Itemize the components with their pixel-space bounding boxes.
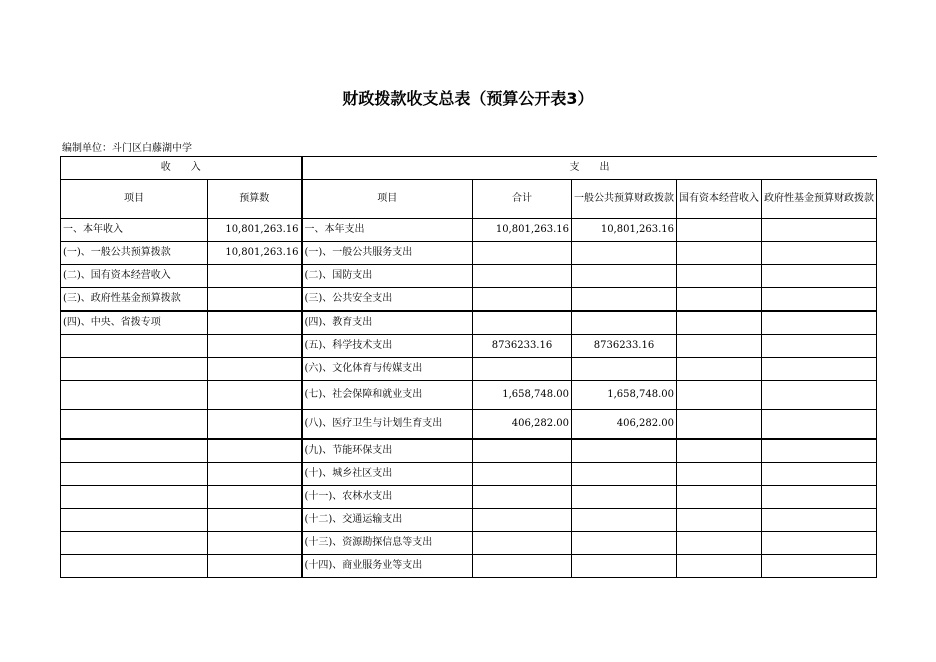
income-budget-cell bbox=[208, 358, 302, 381]
fiscal-budget-table bbox=[60, 156, 877, 578]
expense-general-cell bbox=[572, 265, 677, 288]
income-budget-cell bbox=[208, 532, 302, 555]
table-row bbox=[61, 439, 877, 463]
expense-item-cell: (八)、医疗卫生与计划生育支出 bbox=[302, 410, 473, 440]
income-item-header: 项目 bbox=[61, 180, 208, 219]
income-item-cell: (三)、政府性基金预算拨款 bbox=[61, 288, 208, 312]
expense-gov-fund-cell bbox=[762, 242, 877, 265]
expense-gov-fund-cell bbox=[762, 311, 877, 335]
expense-gov-fund-cell bbox=[762, 555, 877, 578]
income-budget-cell bbox=[208, 439, 302, 463]
expense-gov-fund-cell bbox=[762, 219, 877, 242]
expense-total-cell bbox=[473, 509, 572, 532]
income-item-cell bbox=[61, 486, 208, 509]
table-row bbox=[61, 555, 877, 578]
expense-state-capital-cell bbox=[677, 265, 762, 288]
column-header-row bbox=[61, 180, 877, 219]
expense-gov-fund-cell bbox=[762, 358, 877, 381]
expense-total-cell bbox=[473, 439, 572, 463]
report-title: 财政拨款收支总表（预算公开表3） bbox=[342, 89, 594, 108]
expense-gov-fund-cell bbox=[762, 410, 877, 440]
income-budget-header: 预算数 bbox=[208, 180, 302, 219]
expense-item-cell: (十)、城乡社区支出 bbox=[302, 463, 473, 486]
expense-total-cell bbox=[473, 358, 572, 381]
expense-state-capital-cell bbox=[677, 219, 762, 242]
table-row bbox=[61, 288, 877, 312]
expense-total-cell: 8736233.16 bbox=[473, 335, 572, 358]
expense-general-cell: 1,658,748.00 bbox=[572, 381, 677, 410]
expense-gov-fund-header: 政府性基金预算财政拨款 bbox=[762, 180, 877, 219]
income-budget-cell bbox=[208, 410, 302, 440]
expense-item-cell: (六)、文化体育与传媒支出 bbox=[302, 358, 473, 381]
income-item-cell bbox=[61, 381, 208, 410]
expense-total-header: 合计 bbox=[473, 180, 572, 219]
expense-item-cell: 一、本年支出 bbox=[302, 219, 473, 242]
expense-state-capital-cell bbox=[677, 532, 762, 555]
expense-gov-fund-cell bbox=[762, 288, 877, 312]
expense-item-header: 项目 bbox=[302, 180, 473, 219]
expense-gov-fund-cell bbox=[762, 265, 877, 288]
table-row bbox=[61, 381, 877, 410]
income-budget-cell bbox=[208, 288, 302, 312]
expense-state-capital-cell bbox=[677, 311, 762, 335]
expense-state-capital-cell bbox=[677, 335, 762, 358]
income-item-cell: (四)、中央、省拨专项 bbox=[61, 311, 208, 335]
income-item-cell bbox=[61, 532, 208, 555]
expense-gov-fund-cell bbox=[762, 381, 877, 410]
expense-general-cell bbox=[572, 486, 677, 509]
expense-total-cell: 10,801,263.16 bbox=[473, 219, 572, 242]
income-item-cell bbox=[61, 463, 208, 486]
expense-total-cell bbox=[473, 288, 572, 312]
table-row bbox=[61, 311, 877, 335]
expense-general-header: 一般公共预算财政拨款 bbox=[572, 180, 677, 219]
expense-band-header: 支 出 bbox=[302, 157, 877, 180]
expense-state-capital-cell bbox=[677, 486, 762, 509]
expense-gov-fund-cell bbox=[762, 463, 877, 486]
expense-total-cell bbox=[473, 555, 572, 578]
expense-item-cell: (三)、公共安全支出 bbox=[302, 288, 473, 312]
expense-item-cell: (十二)、交通运输支出 bbox=[302, 509, 473, 532]
expense-item-cell: (二)、国防支出 bbox=[302, 265, 473, 288]
income-budget-cell bbox=[208, 463, 302, 486]
compiling-unit-label: 编制单位：斗门区白藤湖中学 bbox=[62, 143, 192, 154]
expense-state-capital-cell bbox=[677, 410, 762, 440]
table-row bbox=[61, 463, 877, 486]
table-row bbox=[61, 509, 877, 532]
income-budget-cell bbox=[208, 265, 302, 288]
table-row bbox=[61, 242, 877, 265]
expense-state-capital-cell bbox=[677, 463, 762, 486]
expense-total-cell bbox=[473, 486, 572, 509]
expense-general-cell: 406,282.00 bbox=[572, 410, 677, 440]
expense-total-cell bbox=[473, 242, 572, 265]
income-item-cell: (二)、国有资本经营收入 bbox=[61, 265, 208, 288]
expense-general-cell bbox=[572, 311, 677, 335]
table-row bbox=[61, 532, 877, 555]
table-row bbox=[61, 410, 877, 440]
expense-gov-fund-cell bbox=[762, 439, 877, 463]
table-row bbox=[61, 219, 877, 242]
income-item-cell: (一)、一般公共预算拨款 bbox=[61, 242, 208, 265]
income-budget-cell bbox=[208, 381, 302, 410]
expense-state-capital-cell bbox=[677, 242, 762, 265]
expense-general-cell bbox=[572, 242, 677, 265]
table-row bbox=[61, 358, 877, 381]
expense-state-capital-cell bbox=[677, 509, 762, 532]
band-header-row bbox=[61, 157, 877, 180]
expense-total-cell bbox=[473, 532, 572, 555]
expense-general-cell: 10,801,263.16 bbox=[572, 219, 677, 242]
expense-general-cell bbox=[572, 439, 677, 463]
expense-total-cell bbox=[473, 463, 572, 486]
income-item-cell bbox=[61, 509, 208, 532]
expense-total-cell bbox=[473, 311, 572, 335]
expense-item-cell: (七)、社会保障和就业支出 bbox=[302, 381, 473, 410]
expense-item-cell: (十三)、资源勘探信息等支出 bbox=[302, 532, 473, 555]
income-item-cell: 一、本年收入 bbox=[61, 219, 208, 242]
expense-general-cell bbox=[572, 358, 677, 381]
expense-item-cell: (四)、教育支出 bbox=[302, 311, 473, 335]
expense-general-cell bbox=[572, 509, 677, 532]
income-budget-cell bbox=[208, 311, 302, 335]
expense-state-capital-header: 国有资本经营收入 bbox=[677, 180, 762, 219]
table-row bbox=[61, 335, 877, 358]
expense-item-cell: (一)、一般公共服务支出 bbox=[302, 242, 473, 265]
expense-item-cell: (十一)、农林水支出 bbox=[302, 486, 473, 509]
table-row bbox=[61, 265, 877, 288]
expense-general-cell bbox=[572, 532, 677, 555]
income-item-cell bbox=[61, 439, 208, 463]
income-budget-cell: 10,801,263.16 bbox=[208, 242, 302, 265]
income-item-cell bbox=[61, 555, 208, 578]
expense-gov-fund-cell bbox=[762, 509, 877, 532]
expense-item-cell: (十四)、商业服务业等支出 bbox=[302, 555, 473, 578]
expense-item-cell: (五)、科学技术支出 bbox=[302, 335, 473, 358]
income-budget-cell bbox=[208, 555, 302, 578]
income-item-cell bbox=[61, 410, 208, 440]
expense-state-capital-cell bbox=[677, 358, 762, 381]
income-budget-cell bbox=[208, 486, 302, 509]
expense-general-cell: 8736233.16 bbox=[572, 335, 677, 358]
expense-state-capital-cell bbox=[677, 555, 762, 578]
expense-gov-fund-cell bbox=[762, 335, 877, 358]
expense-state-capital-cell bbox=[677, 288, 762, 312]
expense-general-cell bbox=[572, 463, 677, 486]
expense-state-capital-cell bbox=[677, 439, 762, 463]
expense-general-cell bbox=[572, 288, 677, 312]
table-row bbox=[61, 486, 877, 509]
expense-item-cell: (九)、节能环保支出 bbox=[302, 439, 473, 463]
income-item-cell bbox=[61, 358, 208, 381]
income-item-cell bbox=[61, 335, 208, 358]
expense-total-cell: 406,282.00 bbox=[473, 410, 572, 440]
expense-gov-fund-cell bbox=[762, 532, 877, 555]
expense-gov-fund-cell bbox=[762, 486, 877, 509]
expense-total-cell: 1,658,748.00 bbox=[473, 381, 572, 410]
income-budget-cell: 10,801,263.16 bbox=[208, 219, 302, 242]
income-budget-cell bbox=[208, 509, 302, 532]
expense-general-cell bbox=[572, 555, 677, 578]
income-budget-cell bbox=[208, 335, 302, 358]
income-band-header: 收 入 bbox=[61, 157, 302, 180]
expense-total-cell bbox=[473, 265, 572, 288]
expense-state-capital-cell bbox=[677, 381, 762, 410]
